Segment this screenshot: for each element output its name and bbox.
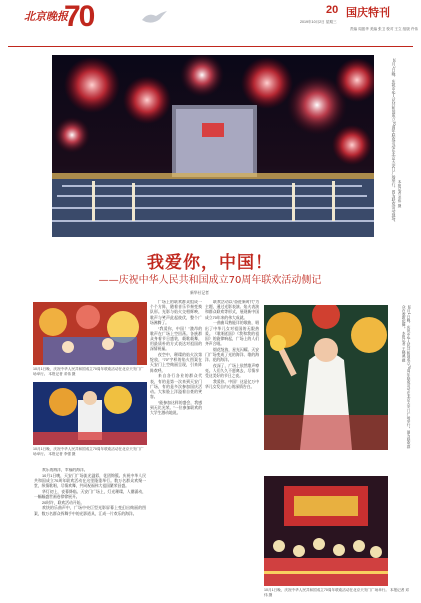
- paragraph: 20时许，联欢活动开始。: [42, 500, 85, 505]
- anniversary-70-logo: 70: [64, 0, 94, 33]
- main-photo-fireworks: [52, 55, 374, 237]
- photo-right-bottom-caption: 10月1日晚，庆祝中华人民共和国成立70周年联欢活动在北京天安门广场举行。 本报记者 邓伟 摄: [264, 588, 409, 597]
- paragraph: 华灯初上，夜幕降临。天安门广场上，灯光璀璨，人潮涌动，一幅幅盛世画卷徐徐展开。: [34, 489, 146, 500]
- paragraph: 我爱你，中国！这是亿万中华儿女发自内心的深情告白。: [205, 380, 259, 390]
- photo-right-bottom: [264, 476, 388, 586]
- article-headline: 我爱你，中国！: [147, 253, 273, 273]
- paragraph: 广场上的联欢群众组成一个个方阵，随着音乐节奏变换队形。光影与焰火交相辉映，歌声与笑声此起彼伏，整个广场沸腾了。: [150, 300, 202, 325]
- paragraph: 烟花绽放，星光闪耀。天安门广场变成了光的海洋、歌的海洋、花的海洋。: [205, 347, 259, 363]
- photo-right-top-caption: 10月1日晚，庆祝中华人民共和国成立70周年联欢活动在北京天安门广场举行。图为联欢群众在欢歌起舞。 本报记者 王晓溪 摄: [402, 305, 411, 449]
- paragraph: 欢快的乐曲声中，广场中央巨型光影屏幕上变幻出绚丽的图案，数万名群众挥舞手中的光影道具，汇成一片欢乐的海洋。: [34, 506, 146, 516]
- photo-left-bottom-caption: 10月1日晚，庆祝中华人民共和国成立70周年联欢活动在北京天安门广场举行。 本报记者 李强 摄: [33, 447, 144, 456]
- photo-left-top-caption: 10月1日晚，庆祝中华人民共和国成立70周年联欢活动在北京天安门广场举行。 本报记者 邓伟 摄: [33, 367, 144, 376]
- paragraph: 夜深了，广场上依然歌声嘹亮。人们久久不愿离去，尽情享受这美好的节日之夜。: [205, 363, 259, 379]
- newspaper-logo: 北京晚报: [24, 10, 68, 23]
- photo-left-top: [33, 302, 147, 365]
- issue-date: 2019年10月2日 星期三: [300, 20, 337, 24]
- masthead-rule: [8, 46, 413, 47]
- paragraph: 来自各行各业的群众代表，有的是第一次来到天安门广场，有的是多次参加国庆活动。大家脸上洋溢着自豪的笑容。: [150, 374, 202, 400]
- article-byline: 新华社记者: [190, 291, 209, 295]
- paragraph: 夜空中，璀璨的焰火次第绽放，“70”字样的焰火图案在天安门上空绚丽呈现，引来阵阵欢呼。: [150, 353, 202, 373]
- editor-credits: 责编 周振华 美编 张卫 校对 王立 组版 许伟: [349, 27, 418, 31]
- masthead: [0, 0, 421, 50]
- paragraph: 10月1日晚，天安门广场流光溢彩，花团锦簇。庆祝中华人民共和国成立70周年联欢活动在这里隆重举行。数万名群众欢聚一堂，纵情歌唱，尽情欢舞，共同祝福伟大祖国繁荣昌盛。: [34, 473, 146, 489]
- main-photo-credit: 本报记者 邓伟 摄: [398, 180, 402, 208]
- section-title: 国庆特刊: [346, 7, 390, 19]
- paragraph: “能参加这样的盛会，我感到无比光荣。”一位参加联欢的大学生激动地说。: [150, 400, 202, 416]
- paragraph: “我爱你，中国！”激昂的歌声在广场上空回荡。各族群众身着节日盛装，载歌载舞，用最质朴的方式表达对祖国的深情祝福。: [150, 326, 202, 352]
- article-column-middle-2: [205, 300, 259, 596]
- photo-right-top: [264, 305, 388, 450]
- article-column-left: [34, 468, 146, 595]
- photo-left-bottom: [33, 382, 147, 445]
- article-subheadline: ——庆祝中华人民共和国成立70周年联欢活动侧记: [98, 275, 322, 286]
- page-number: 20: [326, 4, 339, 16]
- article-column-middle-1: [150, 300, 202, 596]
- paragraph: 一曲曲耳熟能详的歌曲，唱出了中华儿女对祖国的无限热爱。《歌唱祖国》《我和我的祖国》的旋律响起，广场上的人们齐声合唱。: [205, 321, 259, 347]
- dove-icon: [140, 10, 168, 26]
- main-photo-caption: 10月1日晚，庆祝中华人民共和国成立70周年联欢活动在北京天安门广场举行。图为联欢活动现场。: [392, 58, 396, 225]
- paragraph: 欢乐的海洋，幸福的海洋。: [42, 468, 88, 472]
- paragraph: 联欢活动以“奋进新时代”为主题，通过光影表演、焰火表演和群众联欢等形式，展现新中国成立70年来的伟大成就。: [205, 300, 259, 320]
